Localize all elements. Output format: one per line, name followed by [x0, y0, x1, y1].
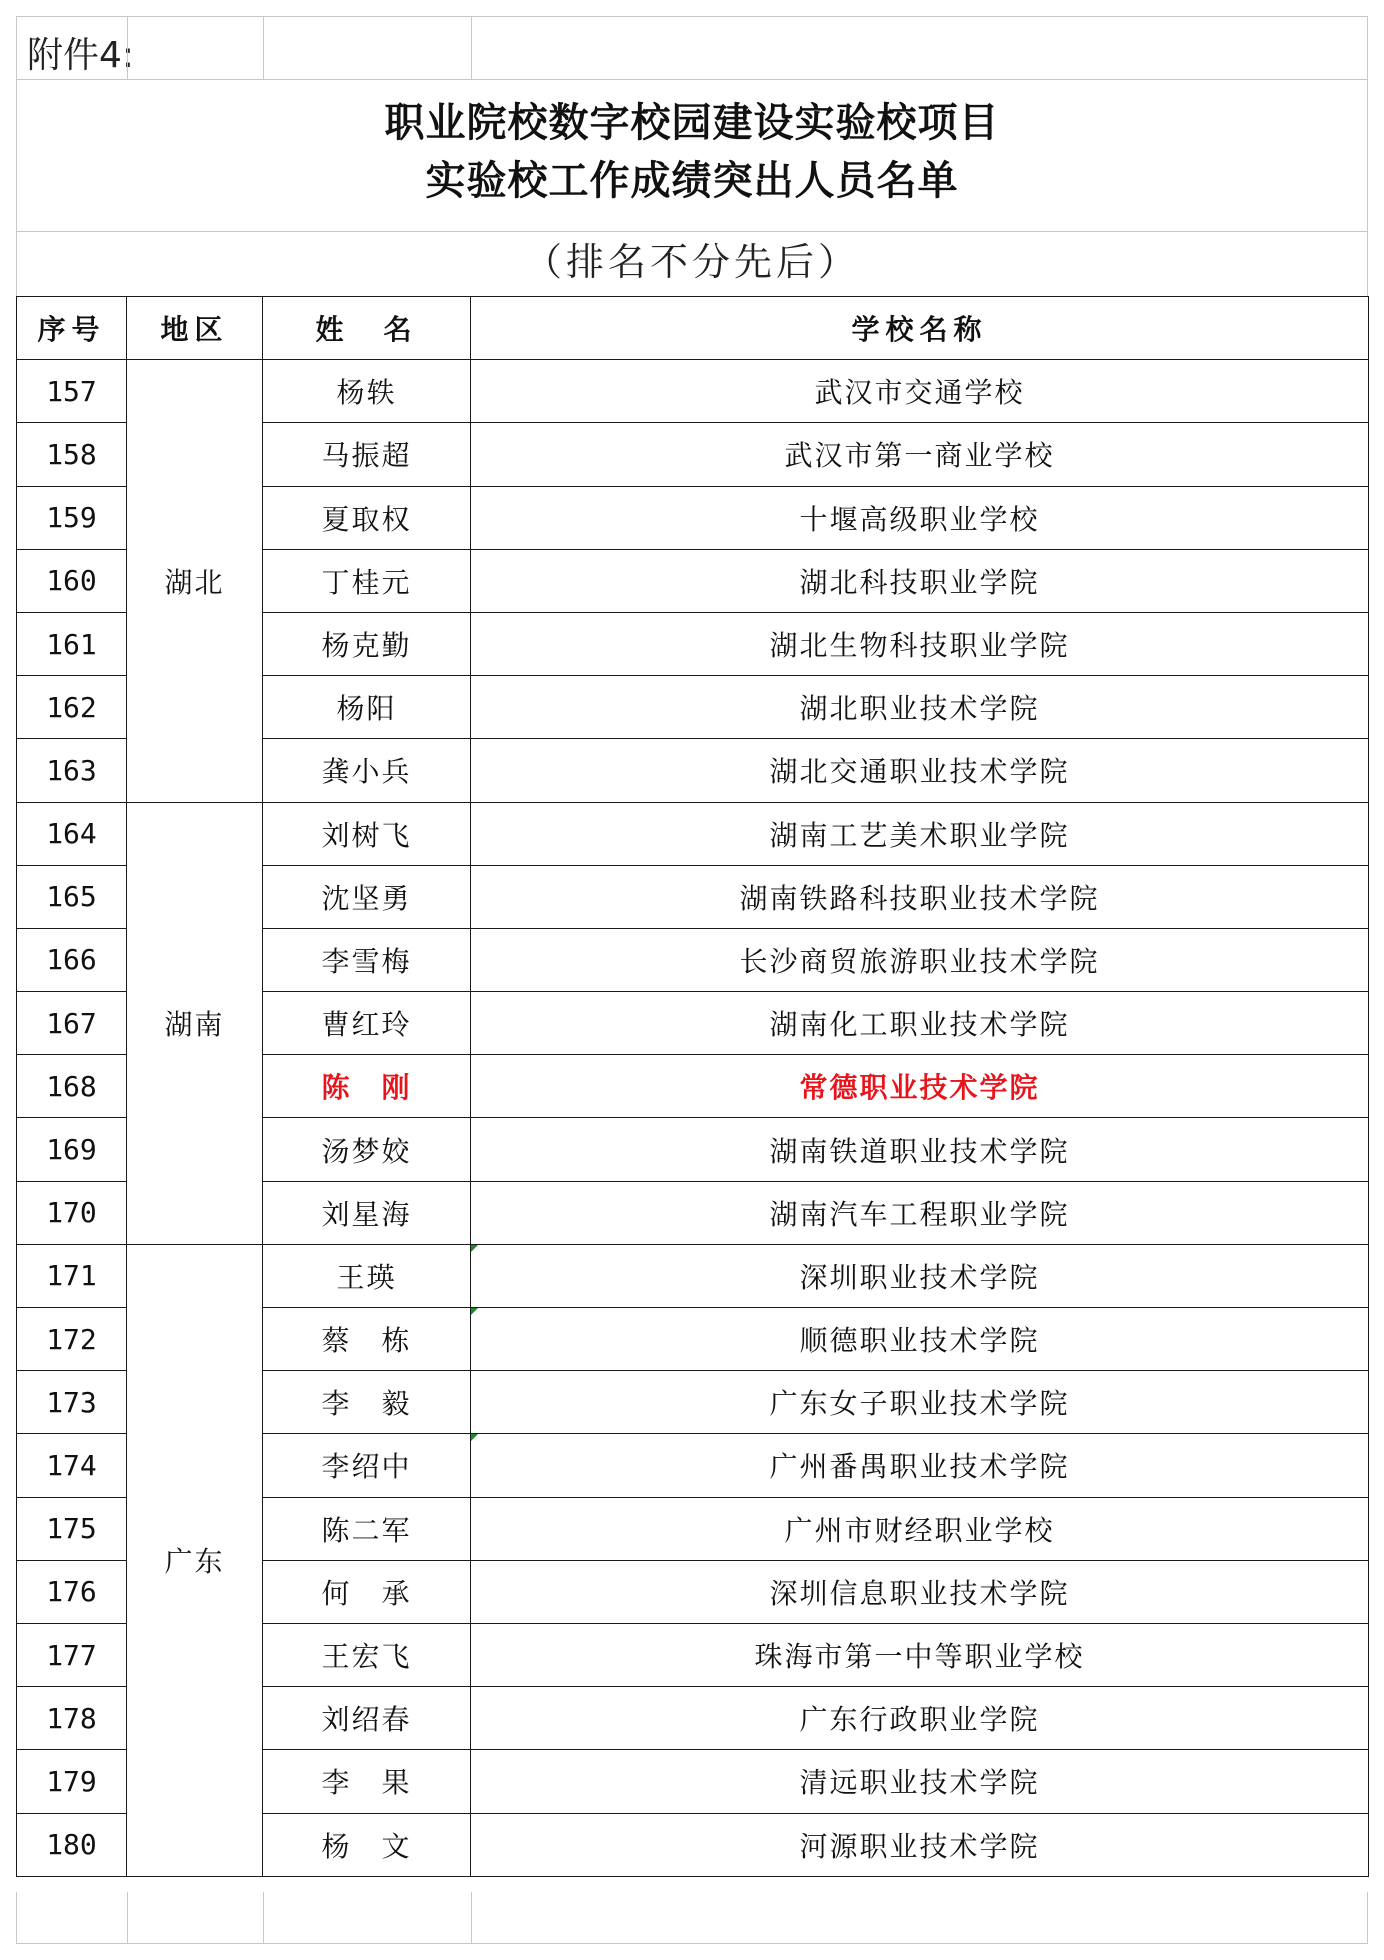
cell-name: 杨阳 — [263, 676, 471, 739]
cell-name: 陈二军 — [263, 1497, 471, 1560]
spreadsheet-page — [16, 16, 1368, 1944]
comment-marker — [471, 1434, 478, 1441]
cell-name: 李雪梅 — [263, 928, 471, 991]
cell-school: 湖南铁路科技职业技术学院 — [471, 865, 1369, 928]
header-school: 学校名称 — [471, 297, 1369, 360]
cell-region-guangdong: 广东 — [127, 1244, 263, 1876]
cell-region-hubei: 湖北 — [127, 360, 263, 802]
cell-school: 广州市财经职业学校 — [471, 1497, 1369, 1560]
cell-school: 武汉市交通学校 — [471, 360, 1369, 423]
grid-line — [263, 17, 264, 79]
cell-school — [471, 1244, 1369, 1307]
cell-name: 刘星海 — [263, 1181, 471, 1244]
cell-school: 湖南汽车工程职业学院 — [471, 1181, 1369, 1244]
cell-name: 曹红玲 — [263, 992, 471, 1055]
cell-name: 李绍中 — [263, 1434, 471, 1497]
cell-school: 湖北职业技术学院 — [471, 676, 1369, 739]
header-seq: 序号 — [17, 297, 127, 360]
comment-marker — [471, 1245, 478, 1252]
cell-seq: 171 — [17, 1244, 127, 1307]
grid-line — [263, 1892, 264, 1943]
cell-school-text: 顺德职业技术学院 — [799, 1324, 1040, 1358]
title-line-1: 职业院校数字校园建设实验校项目 — [384, 99, 1000, 146]
cell-school: 湖南工艺美术职业学院 — [471, 802, 1369, 865]
cell-seq: 159 — [17, 486, 127, 549]
table-row — [17, 1244, 1369, 1307]
cell-seq: 160 — [17, 549, 127, 612]
cell-seq: 167 — [17, 992, 127, 1055]
cell-name: 丁桂元 — [263, 549, 471, 612]
title-line-2: 实验校工作成绩突出人员名单 — [425, 157, 959, 204]
cell-seq: 176 — [17, 1560, 127, 1623]
cell-seq: 163 — [17, 739, 127, 802]
cell-seq: 162 — [17, 676, 127, 739]
comment-marker — [471, 1308, 478, 1315]
cell-name: 龚小兵 — [263, 739, 471, 802]
cell-school: 河源职业技术学院 — [471, 1813, 1369, 1876]
cell-name: 杨 文 — [263, 1813, 471, 1876]
cell-seq: 165 — [17, 865, 127, 928]
cell-name: 王瑛 — [263, 1244, 471, 1307]
cell-seq: 168 — [17, 1055, 127, 1118]
header-region: 地区 — [127, 297, 263, 360]
cell-name: 杨克勤 — [263, 612, 471, 675]
cell-region-hunan: 湖南 — [127, 802, 263, 1244]
cell-name: 沈坚勇 — [263, 865, 471, 928]
header-row — [17, 297, 1369, 360]
subtitle-row — [16, 232, 1368, 296]
table-row — [17, 360, 1369, 423]
cell-school: 长沙商贸旅游职业技术学院 — [471, 928, 1369, 991]
cell-seq: 166 — [17, 928, 127, 991]
cell-seq: 157 — [17, 360, 127, 423]
header-name: 姓 名 — [263, 297, 471, 360]
cell-seq: 161 — [17, 612, 127, 675]
cell-seq: 158 — [17, 423, 127, 486]
cell-name: 何 承 — [263, 1560, 471, 1623]
cell-seq: 175 — [17, 1497, 127, 1560]
cell-school-text: 深圳职业技术学院 — [799, 1260, 1040, 1294]
cell-seq: 172 — [17, 1308, 127, 1371]
cell-name: 夏取权 — [263, 486, 471, 549]
cell-school — [471, 1434, 1369, 1497]
cell-school — [471, 1308, 1369, 1371]
cell-school: 珠海市第一中等职业学校 — [471, 1623, 1369, 1686]
cell-seq: 177 — [17, 1623, 127, 1686]
cell-name: 刘绍春 — [263, 1687, 471, 1750]
cell-seq: 174 — [17, 1434, 127, 1497]
roster-table — [16, 296, 1369, 1877]
cell-name-highlighted: 陈 刚 — [263, 1055, 471, 1118]
attachment-row — [16, 16, 1368, 80]
cell-seq: 180 — [17, 1813, 127, 1876]
attachment-label: 附件4: — [27, 35, 135, 76]
table-row — [17, 802, 1369, 865]
cell-school: 湖北生物科技职业学院 — [471, 612, 1369, 675]
cell-name: 李 毅 — [263, 1371, 471, 1434]
cell-school: 湖南化工职业技术学院 — [471, 992, 1369, 1055]
cell-school-highlighted: 常德职业技术学院 — [471, 1055, 1369, 1118]
cell-school: 湖南铁道职业技术学院 — [471, 1118, 1369, 1181]
cell-school: 湖北交通职业技术学院 — [471, 739, 1369, 802]
cell-seq: 169 — [17, 1118, 127, 1181]
cell-school: 湖北科技职业学院 — [471, 549, 1369, 612]
cell-seq: 164 — [17, 802, 127, 865]
cell-seq: 179 — [17, 1750, 127, 1813]
grid-line — [127, 17, 128, 79]
cell-name: 杨轶 — [263, 360, 471, 423]
cell-school-text: 广州番禺职业技术学院 — [769, 1450, 1070, 1484]
cell-name: 马振超 — [263, 423, 471, 486]
cell-name: 蔡 栋 — [263, 1308, 471, 1371]
cell-school: 广东行政职业学院 — [471, 1687, 1369, 1750]
cell-name: 刘树飞 — [263, 802, 471, 865]
grid-line — [127, 1892, 128, 1943]
grid-line — [471, 1892, 472, 1943]
document-title — [16, 80, 1368, 232]
cell-name: 王宏飞 — [263, 1623, 471, 1686]
cell-school: 广东女子职业技术学院 — [471, 1371, 1369, 1434]
empty-trailing-row — [16, 1892, 1368, 1944]
grid-line — [471, 17, 472, 79]
cell-seq: 173 — [17, 1371, 127, 1434]
cell-name: 汤梦姣 — [263, 1118, 471, 1181]
cell-school: 武汉市第一商业学校 — [471, 423, 1369, 486]
cell-name: 李 果 — [263, 1750, 471, 1813]
subtitle: （排名不分先后） — [523, 240, 860, 284]
cell-school: 清远职业技术学院 — [471, 1750, 1369, 1813]
cell-school: 深圳信息职业技术学院 — [471, 1560, 1369, 1623]
cell-school: 十堰高级职业学校 — [471, 486, 1369, 549]
cell-seq: 178 — [17, 1687, 127, 1750]
cell-seq: 170 — [17, 1181, 127, 1244]
